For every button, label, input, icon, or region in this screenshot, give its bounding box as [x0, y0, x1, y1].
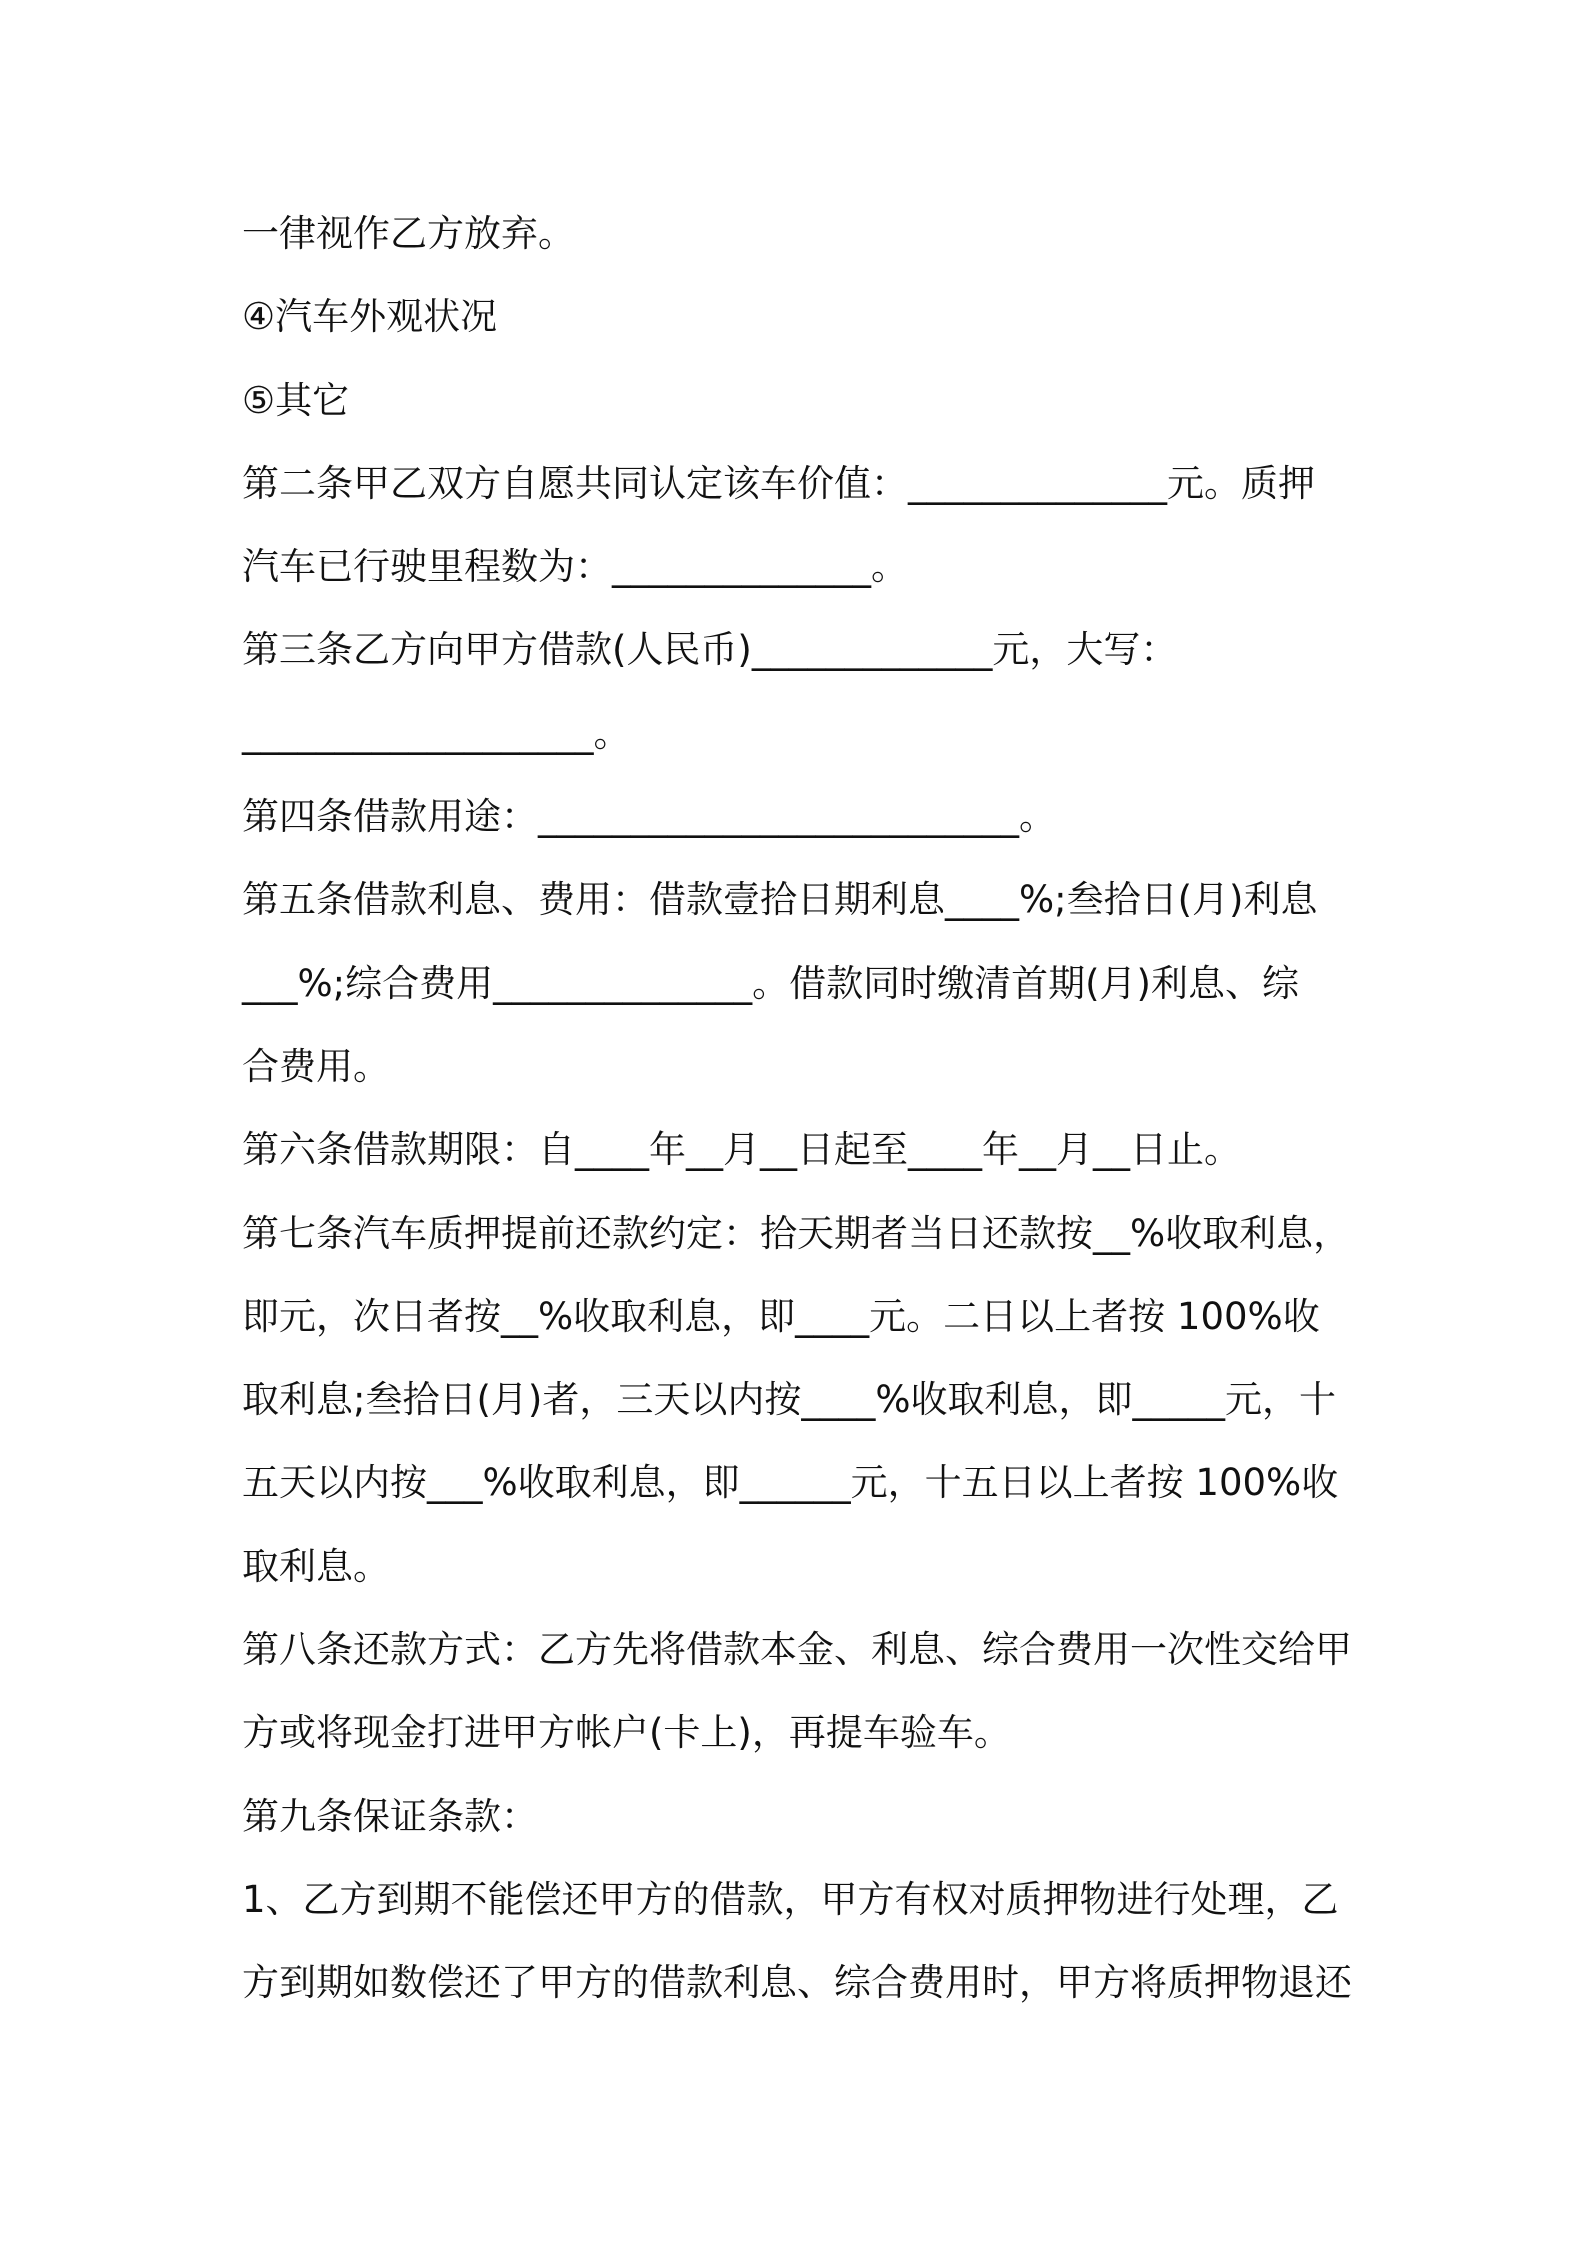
text-line: 方到期如数偿还了甲方的借款利息、综合费用时，甲方将质押物退还: [242, 1961, 1352, 2005]
text-line: 取利息。: [242, 1544, 390, 1588]
text-line: 汽车已行驶里程数为：______________。: [242, 545, 908, 589]
text-line: 第四条借款用途：__________________________。: [242, 795, 1056, 839]
text-line: 五天以内按___%收取利息，即______元，十五日以上者按 100%收: [242, 1461, 1339, 1505]
text-line: ⑤其它: [242, 378, 350, 422]
text-line: ④汽车外观状况: [242, 295, 498, 339]
text-line: 第二条甲乙双方自愿共同认定该车价值：______________元。质押: [242, 461, 1315, 505]
text-line: ___%;综合费用______________。借款同时缴清首期(月)利息、综: [242, 961, 1299, 1005]
text-line: 第三条乙方向甲方借款(人民币)_____________元，大写：: [242, 628, 1178, 672]
text-line: 即元，次日者按__%收取利息，即____元。二日以上者按 100%收: [242, 1294, 1320, 1338]
text-line: 第七条汽车质押提前还款约定：拾天期者当日还款按__%收取利息，: [242, 1211, 1351, 1255]
text-line: ___________________。: [242, 711, 631, 755]
text-line: 第九条保证条款：: [242, 1794, 538, 1838]
text-line: 第六条借款期限：自____年__月__日起至____年__月__日止。: [242, 1128, 1241, 1172]
text-line: 1、乙方到期不能偿还甲方的借款，甲方有权对质押物进行处理，乙: [242, 1877, 1339, 1921]
text-line: 一律视作乙方放弃。: [242, 212, 575, 255]
text-line: 第五条借款利息、费用：借款壹拾日期利息____%;叁拾日(月)利息: [242, 878, 1318, 922]
contract-body: [242, 192, 1362, 2025]
text-line: 合费用。: [242, 1044, 390, 1088]
text-line: 方或将现金打进甲方帐户(卡上)，再提车验车。: [242, 1711, 1011, 1755]
text-line: 第八条还款方式：乙方先将借款本金、利息、综合费用一次性交给甲: [242, 1628, 1352, 1672]
text-line: 取利息;叁拾日(月)者，三天以内按____%收取利息，即_____元，十: [242, 1378, 1336, 1422]
